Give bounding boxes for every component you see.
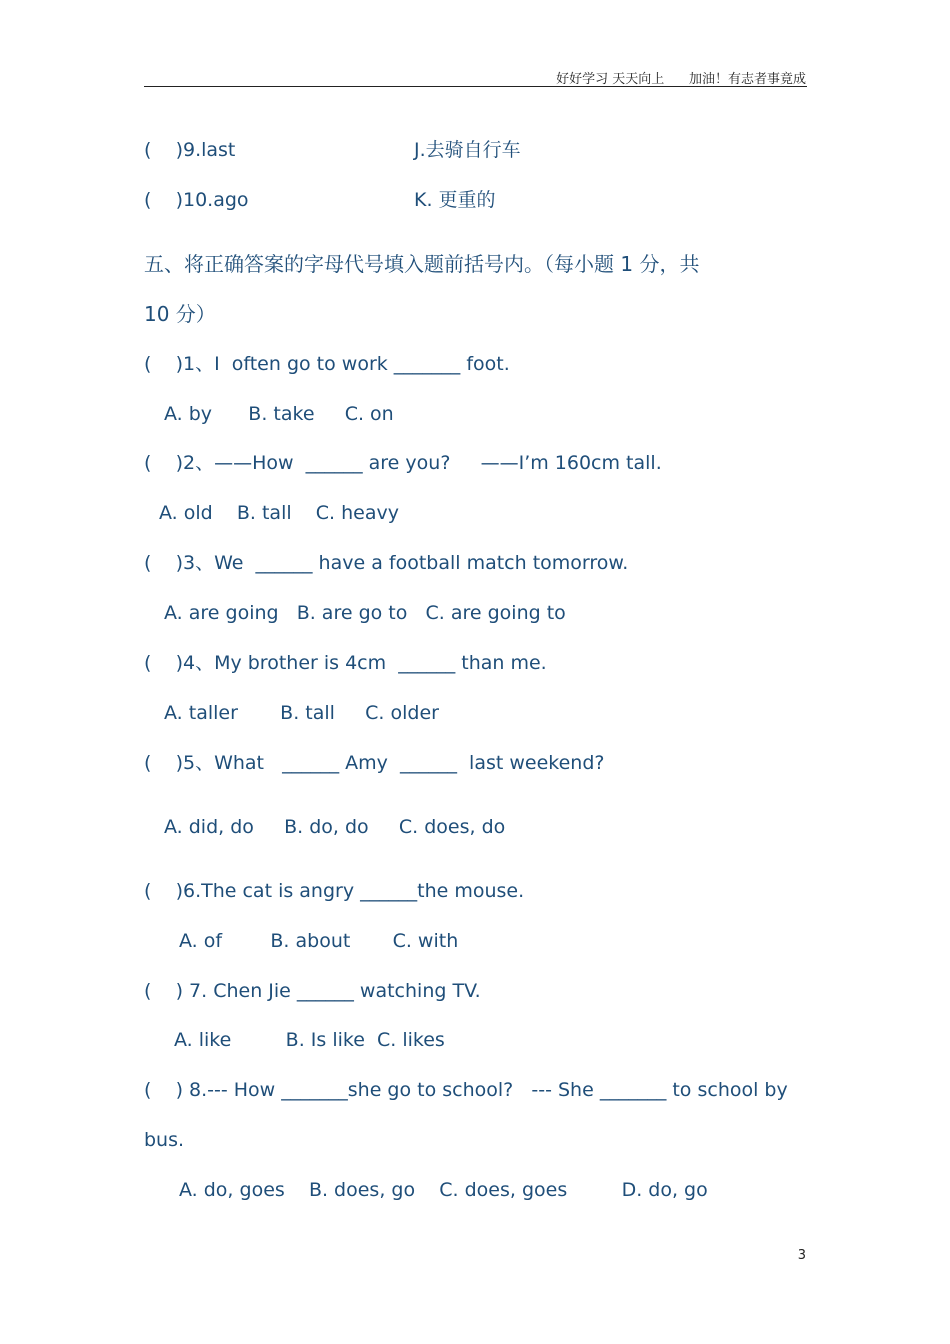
question-6-options: A. of B. about C. with bbox=[179, 930, 459, 952]
matching-left-9: ( )9.last bbox=[144, 139, 236, 161]
matching-left-10: ( )10.ago bbox=[144, 189, 249, 211]
question-5-options: A. did, do B. do, do C. does, do bbox=[164, 816, 506, 838]
question-7: ( ) 7. Chen Jie ______ watching TV. bbox=[144, 980, 481, 1002]
question-8: ( ) 8.--- How _______she go to school? --- She _______ to school by bbox=[144, 1079, 788, 1101]
header-divider bbox=[144, 86, 807, 87]
page-number: 3 bbox=[797, 1248, 806, 1263]
question-4: ( )4、My brother is 4cm ______ than me. bbox=[144, 652, 547, 674]
question-3-options: A. are going B. are go to C. are going to bbox=[164, 602, 566, 624]
question-7-options: A. like B. Is like C. likes bbox=[174, 1029, 445, 1051]
matching-right-k: K. 更重的 bbox=[414, 189, 496, 211]
question-1: ( )1、I often go to work _______ foot. bbox=[144, 353, 510, 375]
matching-right-j: J.去骑自行车 bbox=[414, 139, 521, 161]
question-8-continued: bus. bbox=[144, 1129, 185, 1151]
question-5: ( )5、What ______ Amy ______ last weekend? bbox=[144, 752, 605, 774]
section5-title-line2: 10 分） bbox=[144, 302, 216, 326]
question-4-options: A. taller B. tall C. older bbox=[164, 702, 439, 724]
question-8-options: A. do, goes B. does, go C. does, goes D. do, go bbox=[179, 1179, 708, 1201]
header-motto: 好好学习 天天向上 加油！有志者事竟成 bbox=[556, 72, 806, 87]
question-6: ( )6.The cat is angry ______the mouse. bbox=[144, 880, 525, 902]
question-1-options: A. by B. take C. on bbox=[164, 403, 394, 425]
question-3: ( )3、We ______ have a football match tomorrow. bbox=[144, 552, 629, 574]
section5-title-line1: 五、将正确答案的字母代号填入题前括号内。（每小题 1 分，共 bbox=[144, 252, 700, 276]
question-2: ( )2、——How ______ are you? ——I’m 160cm tall. bbox=[144, 452, 662, 474]
question-2-options: A. old B. tall C. heavy bbox=[159, 502, 399, 524]
